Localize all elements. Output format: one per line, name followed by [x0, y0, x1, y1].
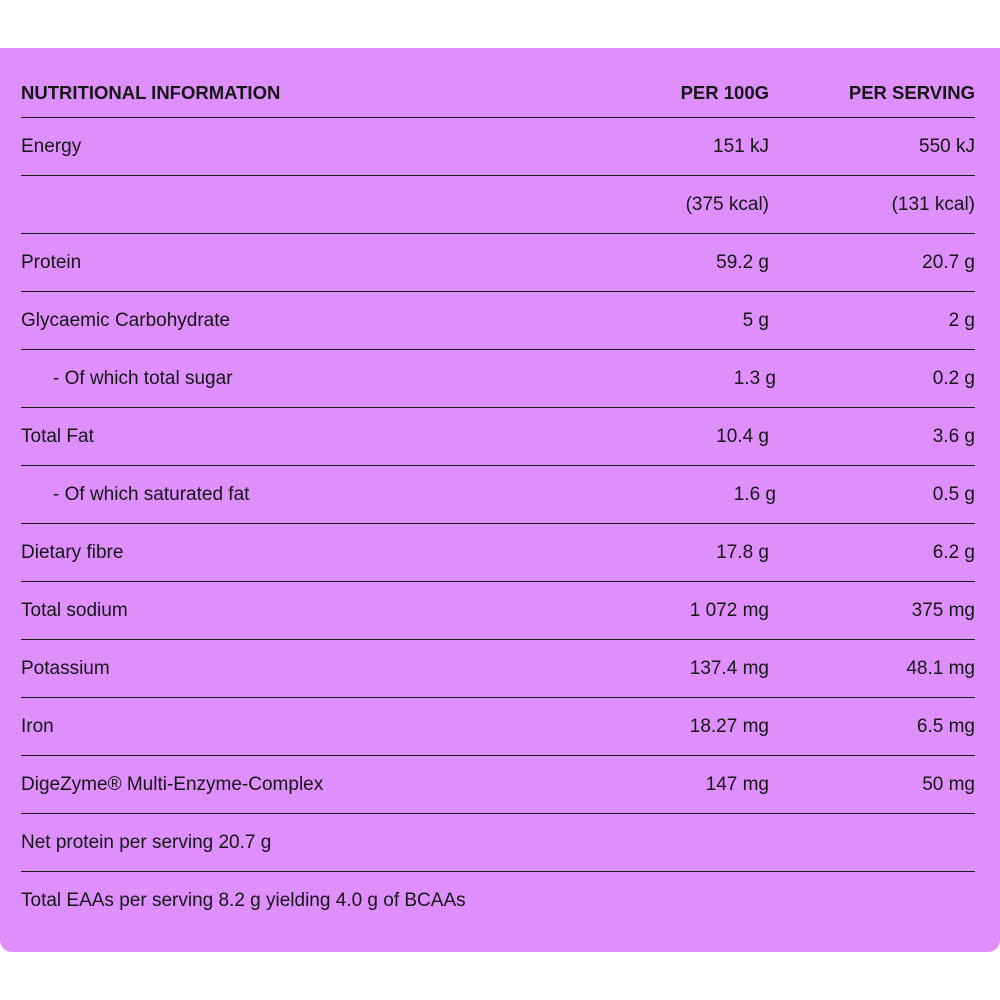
row-per-serving: 50 mg: [922, 774, 975, 795]
table-row-sodium: [21, 582, 975, 640]
row-per-serving: 0.2 g: [932, 368, 975, 389]
row-name: Potassium: [21, 658, 110, 679]
row-per-serving: 6.5 mg: [916, 716, 975, 737]
row-per-serving: 6.2 g: [932, 542, 975, 563]
note-text: Net protein per serving 20.7 g: [21, 832, 272, 853]
row-per-serving: 375 mg: [911, 600, 975, 621]
row-per-100g: 147 mg: [705, 774, 769, 795]
row-name: Dietary fibre: [21, 542, 124, 563]
row-per-100g: (375 kcal): [685, 194, 769, 215]
table-row-saturated-fat: [21, 466, 975, 524]
row-per-100g: 18.27 mg: [689, 716, 769, 737]
row-name: Energy: [21, 136, 82, 157]
note-text: Total EAAs per serving 8.2 g yielding 4.0 g of BCAAs: [21, 890, 466, 911]
row-per-serving: 0.5 g: [932, 484, 975, 505]
row-name: - Of which saturated fat: [53, 484, 250, 505]
table-row-digezyme: [21, 756, 975, 814]
row-per-100g: 5 g: [742, 310, 769, 331]
row-per-serving: 550 kJ: [919, 136, 975, 157]
row-name: Protein: [21, 252, 82, 273]
table-row-protein: [21, 234, 975, 292]
table-row-potassium: [21, 640, 975, 698]
nutrition-panel: [0, 48, 1000, 952]
row-name: Total Fat: [21, 426, 94, 447]
table-header: [21, 48, 975, 118]
row-per-serving: 3.6 g: [932, 426, 975, 447]
note-eaas: [21, 872, 975, 930]
row-per-100g: 1.3 g: [733, 368, 776, 389]
table-row-total-fat: [21, 408, 975, 466]
row-per-100g: 137.4 mg: [689, 658, 769, 679]
nutrition-table: [21, 48, 975, 930]
row-per-100g: 59.2 g: [716, 252, 769, 273]
row-name: DigeZyme® Multi-Enzyme-Complex: [21, 774, 324, 795]
row-per-100g: 1.6 g: [733, 484, 776, 505]
table-row-carbohydrate: [21, 292, 975, 350]
row-per-100g: 1 072 mg: [689, 600, 769, 621]
table-row-energy: [21, 118, 975, 176]
row-per-100g: 10.4 g: [716, 426, 769, 447]
row-name: Glycaemic Carbohydrate: [21, 310, 231, 331]
row-per-serving: 20.7 g: [922, 252, 975, 273]
row-per-serving: 2 g: [948, 310, 975, 331]
table-row-iron: [21, 698, 975, 756]
row-per-serving: (131 kcal): [891, 194, 975, 215]
table-row-energy-kcal: [21, 176, 975, 234]
note-net-protein: [21, 814, 975, 872]
row-name: Iron: [21, 716, 54, 737]
header-per-100g: PER 100G: [680, 82, 769, 103]
header-per-serving: PER SERVING: [848, 82, 975, 103]
row-per-100g: 151 kJ: [713, 136, 769, 157]
table-row-sugar: [21, 350, 975, 408]
row-per-100g: 17.8 g: [716, 542, 769, 563]
row-name: Total sodium: [21, 600, 128, 621]
row-per-serving: 48.1 mg: [906, 658, 975, 679]
row-name: - Of which total sugar: [53, 368, 233, 389]
header-name: NUTRITIONAL INFORMATION: [21, 82, 281, 103]
table-row-fibre: [21, 524, 975, 582]
